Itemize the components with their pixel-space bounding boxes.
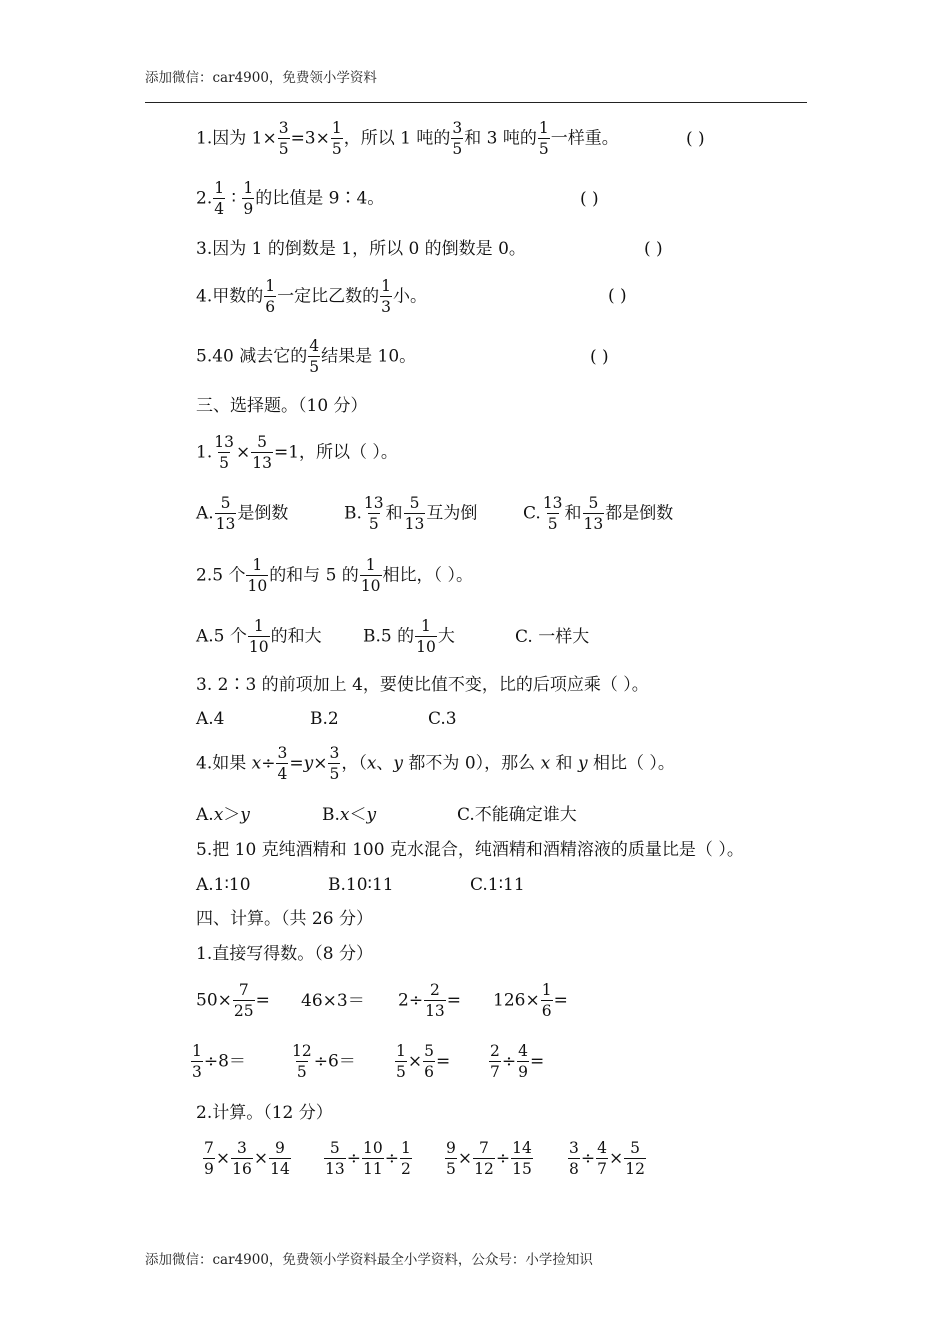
text-segment: 1.因为 1× [196, 128, 277, 149]
choice-q4-option-c[interactable]: C.不能确定谁大 [457, 805, 577, 825]
judge-q1 [196, 120, 619, 158]
numerator: 5 [220, 494, 231, 512]
numerator: 3 [569, 1139, 579, 1157]
denominator: 10 [416, 638, 436, 657]
denominator: 13 [325, 1160, 345, 1179]
fraction [360, 557, 382, 595]
text-segment: 和 [550, 753, 578, 774]
numerator: 2 [429, 981, 440, 999]
denominator: 9 [204, 1160, 214, 1179]
text-segment: 和 3 吨的 [464, 128, 537, 149]
fraction [538, 120, 550, 158]
fraction [331, 120, 343, 158]
calc-r2-e4 [488, 1043, 544, 1081]
fraction [489, 1043, 501, 1081]
fraction [328, 745, 340, 783]
fraction [517, 1043, 529, 1081]
denominator: 3 [192, 1063, 202, 1082]
choice-q3-option-a[interactable]: A.4 [196, 709, 225, 729]
denominator: 7 [490, 1063, 500, 1082]
text-segment: ÷ [501, 1051, 517, 1072]
calc-r2-e3 [394, 1043, 450, 1081]
calc-r2-e2 [290, 1043, 356, 1081]
numerator: 1 [214, 179, 225, 197]
text-segment: 126× [493, 990, 540, 1011]
answer-paren[interactable]: ( ) [686, 129, 705, 149]
numerator: 1 [331, 119, 342, 137]
text-segment: B. [322, 805, 340, 825]
fraction [445, 1140, 457, 1178]
denominator: 13 [252, 454, 272, 473]
numerator: 5 [409, 494, 420, 512]
fraction [395, 1043, 407, 1081]
text-segment: 50× [196, 990, 232, 1011]
text-segment: A.5 个 [196, 626, 247, 647]
denominator: 10 [248, 638, 269, 657]
numerator: 2 [490, 1042, 500, 1060]
text-segment: 的和大 [270, 626, 322, 647]
denominator: 5 [446, 1160, 456, 1179]
denominator: 7 [597, 1160, 607, 1179]
numerator: 4 [518, 1042, 528, 1060]
denominator: 6 [265, 298, 276, 317]
text-segment: A. [196, 503, 214, 524]
text-segment: × [407, 1051, 423, 1072]
fraction [451, 120, 463, 158]
text-segment: × [235, 442, 251, 463]
text-segment: ∶ [226, 188, 242, 209]
numerator: 1 [538, 119, 549, 137]
text-segment: ÷ [346, 1148, 361, 1169]
text-segment: = [446, 990, 462, 1011]
denominator: 9 [518, 1063, 528, 1082]
denominator: 5 [452, 140, 463, 159]
judge-q2 [196, 180, 384, 218]
calc-r3-a [202, 1140, 292, 1178]
calc-sub2-title: 2.计算。（12 分） [196, 1103, 333, 1123]
calc-r3-d [567, 1140, 647, 1178]
text-segment: ÷8＝ [203, 1051, 246, 1072]
numerator: 1 [192, 1042, 202, 1060]
choice-q3-option-c[interactable]: C.3 [428, 709, 457, 729]
text-segment: 和 [385, 503, 403, 524]
text-segment: × [313, 753, 328, 774]
text-segment: × [215, 1148, 231, 1169]
fraction [308, 338, 320, 376]
calc-sub1-title: 1.直接写得数。（8 分） [196, 944, 373, 964]
fraction [248, 618, 270, 656]
fraction [380, 278, 392, 316]
page-footer: 添加微信：car4900，免费领小学资料最全小学资料，公众号：小学捡知识 [145, 1252, 593, 1268]
denominator: 6 [424, 1063, 434, 1082]
answer-paren[interactable]: ( ) [644, 239, 663, 259]
fraction [473, 1140, 495, 1178]
numerator: 5 [588, 494, 599, 512]
fraction [362, 1140, 384, 1178]
numerator: 3 [237, 1139, 247, 1157]
denominator: 3 [381, 298, 391, 317]
text-segment: ＜ [349, 805, 367, 825]
text-segment: 互为倒 [426, 503, 478, 524]
numerator: 1 [265, 277, 276, 295]
text-segment: 、 [376, 753, 394, 774]
text-segment: 5.40 减去它的 [196, 346, 308, 367]
denominator: 5 [547, 515, 558, 534]
denominator: 8 [569, 1160, 579, 1179]
numerator: 1 [421, 617, 431, 635]
text-segment: = [553, 990, 568, 1011]
text-segment: 和 [564, 503, 582, 524]
variable: x [540, 753, 551, 774]
numerator: 5 [329, 1139, 340, 1157]
choice-q3-option-b[interactable]: B.2 [310, 709, 339, 729]
denominator: 2 [400, 1160, 411, 1179]
fraction [583, 495, 605, 533]
numerator: 5 [257, 433, 268, 451]
text-segment: 是倒数 [237, 503, 289, 524]
fraction [276, 745, 288, 783]
fraction [251, 434, 273, 472]
answer-paren[interactable]: ( ) [580, 189, 599, 209]
denominator: 4 [214, 200, 225, 219]
text-segment: B. [344, 503, 362, 524]
choice-q2-option-c[interactable]: C. 一样大 [515, 627, 590, 647]
variable: x [366, 753, 377, 774]
fraction [568, 1140, 580, 1178]
numerator: 1 [381, 277, 391, 295]
answer-paren[interactable]: ( ) [590, 347, 609, 367]
numerator: 9 [446, 1139, 456, 1157]
numerator: 13 [214, 433, 234, 451]
choice-q1-option-c[interactable] [523, 495, 673, 533]
choice-q1-option-a[interactable] [196, 495, 288, 533]
numerator: 1 [541, 981, 552, 999]
denominator: 5 [219, 454, 230, 473]
denominator: 5 [331, 140, 342, 159]
denominator: 5 [309, 358, 320, 377]
fraction [423, 1043, 435, 1081]
fraction [291, 1043, 313, 1081]
variable: y [366, 805, 377, 825]
denominator: 13 [404, 515, 425, 534]
text-segment: ÷ [495, 1148, 511, 1169]
fraction [541, 982, 553, 1020]
denominator: 14 [270, 1160, 290, 1179]
text-segment: ÷ [261, 753, 276, 774]
calc-r1-e4 [493, 982, 568, 1020]
text-segment: ÷6＝ [313, 1051, 356, 1072]
text-segment: 的和与 5 的 [269, 565, 359, 586]
choice-q1-option-b[interactable] [344, 495, 477, 533]
text-segment: 相比，（ ）。 [382, 565, 473, 586]
denominator: 5 [278, 140, 289, 159]
calc-r1-e1 [196, 982, 270, 1020]
text-segment: C. [523, 503, 541, 524]
denominator: 12 [474, 1160, 494, 1179]
fraction [324, 1140, 346, 1178]
text-segment: 一样重。 [550, 128, 619, 149]
text-segment: = [436, 1051, 451, 1072]
text-segment: 一定比乙数的 [277, 286, 380, 307]
denominator: 5 [538, 140, 549, 159]
text-segment: 2.5 个 [196, 565, 246, 586]
text-segment: 2. [196, 188, 213, 209]
fraction [246, 557, 268, 595]
numerator: 13 [542, 494, 563, 512]
fraction [264, 278, 276, 316]
fraction [596, 1140, 608, 1178]
text-segment: × [457, 1148, 473, 1169]
variable: y [577, 753, 588, 774]
variable: x [213, 805, 224, 825]
fraction [215, 495, 237, 533]
text-segment: =1，所以（ ）。 [273, 442, 398, 463]
numerator: 3 [277, 744, 288, 762]
text-segment: 2÷ [398, 990, 424, 1011]
choice-q2-option-a[interactable] [196, 618, 322, 656]
denominator: 11 [362, 1160, 383, 1179]
numerator: 7 [238, 981, 249, 999]
fraction [269, 1140, 291, 1178]
fraction [542, 495, 564, 533]
denominator: 5 [329, 765, 340, 784]
denominator: 5 [296, 1063, 307, 1082]
choice-q4-option-a[interactable] [196, 807, 250, 824]
numerator: 1 [253, 617, 264, 635]
numerator: 1 [365, 556, 376, 574]
denominator: 5 [368, 515, 379, 534]
text-segment: 大 [437, 626, 455, 647]
text-segment: 都是倒数 [605, 503, 674, 524]
text-segment: 结果是 10。 [321, 346, 417, 367]
choice-q5: 5.把 10 克纯酒精和 100 克水混合，纯酒精和酒精溶液的质量比是（ ）。 [196, 840, 744, 860]
fraction [242, 180, 254, 218]
fraction [231, 1140, 253, 1178]
numerator: 12 [292, 1042, 312, 1060]
numerator: 1 [243, 179, 254, 197]
variable: x [251, 753, 262, 774]
choice-q5-option-b[interactable]: B.10∶11 [328, 875, 394, 895]
text-segment: A. [196, 805, 214, 825]
fraction [191, 1043, 203, 1081]
denominator: 13 [215, 515, 236, 534]
fraction [624, 1140, 646, 1178]
choice-q4 [196, 745, 675, 783]
denominator: 13 [583, 515, 604, 534]
calc-r1-e3 [398, 982, 461, 1020]
denominator: 10 [360, 577, 381, 596]
denominator: 15 [512, 1160, 532, 1179]
choice-q5-option-c[interactable]: C.1∶11 [470, 875, 525, 895]
numerator: 13 [363, 494, 384, 512]
fraction [415, 618, 437, 656]
numerator: 5 [424, 1042, 434, 1060]
denominator: 16 [232, 1160, 252, 1179]
answer-paren[interactable]: ( ) [608, 286, 627, 306]
numerator: 1 [400, 1139, 411, 1157]
calc-r2-e1 [190, 1043, 246, 1081]
page-header: 添加微信：car4900，免费领小学资料 [145, 70, 377, 86]
numerator: 7 [479, 1139, 489, 1157]
judge-q5 [196, 338, 416, 376]
text-segment: 的比值是 9∶4。 [255, 188, 385, 209]
text-segment: ，所以 1 吨的 [343, 128, 451, 149]
numerator: 3 [278, 119, 289, 137]
variable: y [303, 753, 314, 774]
numerator: 4 [309, 337, 320, 355]
fraction [203, 1140, 215, 1178]
denominator: 4 [277, 765, 288, 784]
text-segment: =3× [290, 128, 330, 149]
text-segment: 相比（ ）。 [587, 753, 675, 774]
text-segment: B.5 的 [363, 626, 415, 647]
fraction [363, 495, 385, 533]
choice-q5-option-a[interactable]: A.1∶10 [196, 875, 251, 895]
header-rule [145, 102, 807, 103]
calc-r3-b [323, 1140, 413, 1178]
judge-q3: 3.因为 1 的倒数是 1，所以 0 的倒数是 0。 [196, 239, 526, 259]
numerator: 5 [630, 1139, 641, 1157]
text-segment: = [289, 753, 304, 774]
text-segment: 1. [196, 442, 213, 463]
numerator: 7 [204, 1139, 214, 1157]
variable: x [339, 805, 350, 825]
variable: y [393, 753, 404, 774]
text-segment: 都不为 0），那么 [403, 753, 541, 774]
calc-r3-c [444, 1140, 534, 1178]
judge-q4 [196, 278, 427, 316]
variable: y [240, 805, 250, 825]
fraction [511, 1140, 533, 1178]
text-segment: = [255, 990, 270, 1011]
text-segment: ÷ [580, 1148, 596, 1169]
text-segment: 4.甲数的 [196, 286, 264, 307]
choice-q3: 3. 2∶3 的前项加上 4，要使比值不变，比的后项应乘（ ）。 [196, 675, 649, 695]
numerator: 1 [396, 1042, 406, 1060]
choice-q2-option-b[interactable] [363, 618, 455, 656]
text-segment: ，（ [341, 753, 367, 774]
denominator: 13 [425, 1002, 445, 1021]
calc-r1-e2: 46×3＝ [301, 991, 365, 1011]
fraction [404, 495, 426, 533]
fraction [213, 180, 225, 218]
fraction [278, 120, 290, 158]
text-segment: × [253, 1148, 269, 1169]
numerator: 9 [275, 1139, 285, 1157]
denominator: 10 [247, 577, 268, 596]
numerator: 1 [252, 556, 263, 574]
denominator: 5 [396, 1063, 406, 1082]
numerator: 14 [512, 1139, 532, 1157]
choice-q4-option-b[interactable] [322, 807, 376, 824]
fraction [213, 434, 235, 472]
text-segment: ＞ [223, 805, 241, 825]
text-segment: 小。 [392, 286, 427, 307]
text-segment: 4.如果 [196, 753, 252, 774]
numerator: 4 [597, 1139, 607, 1157]
numerator: 3 [329, 744, 340, 762]
text-segment: × [609, 1148, 624, 1169]
numerator: 10 [362, 1139, 383, 1157]
choice-q1 [196, 434, 398, 472]
choice-q2 [196, 557, 473, 595]
section-title-calc: 四、计算。（共 26 分） [196, 909, 373, 929]
fraction [400, 1140, 412, 1178]
denominator: 9 [243, 200, 254, 219]
denominator: 25 [233, 1002, 254, 1021]
text-segment: ÷ [384, 1148, 399, 1169]
fraction [424, 982, 446, 1020]
denominator: 12 [625, 1160, 645, 1179]
fraction [233, 982, 255, 1020]
numerator: 3 [452, 119, 463, 137]
text-segment: = [530, 1051, 545, 1072]
denominator: 6 [541, 1002, 552, 1021]
section-title-choice: 三、选择题。（10 分） [196, 396, 368, 416]
